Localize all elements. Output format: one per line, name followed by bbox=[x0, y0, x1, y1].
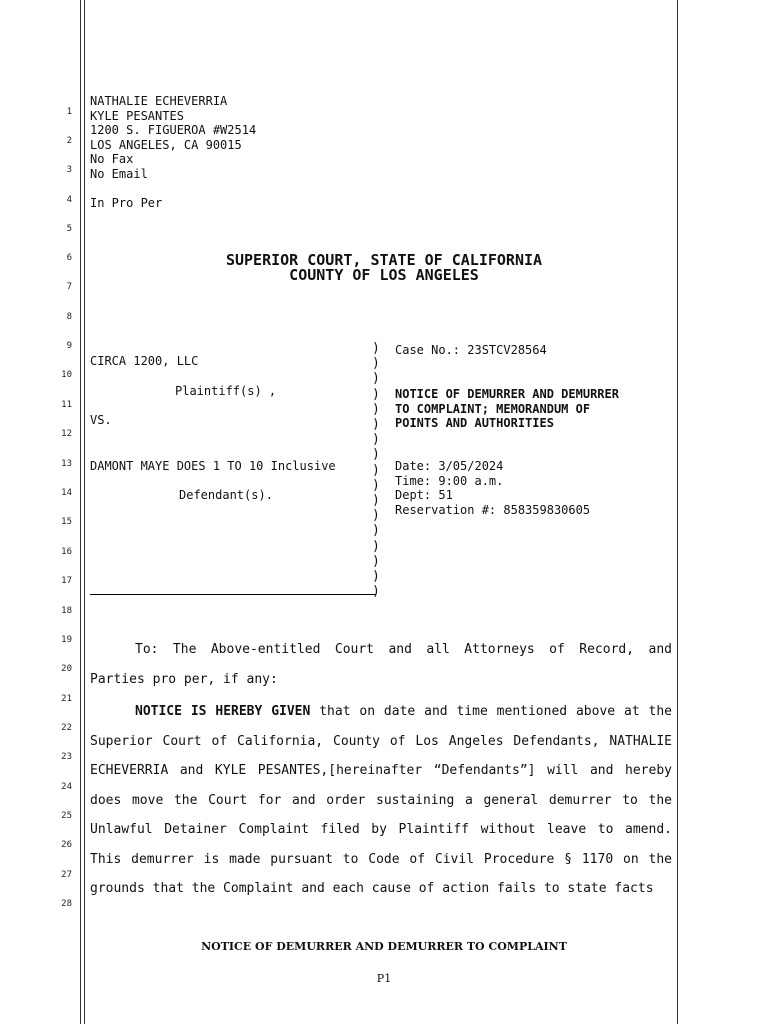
email-line: No Email bbox=[90, 166, 148, 181]
body-paragraph-1 bbox=[90, 635, 672, 694]
line-number: 20 bbox=[61, 664, 72, 674]
defendant-name: DAMONT MAYE DOES 1 TO 10 Inclusive bbox=[90, 459, 336, 473]
versus-label: VS. bbox=[90, 413, 112, 427]
left-margin-rule-outer bbox=[80, 0, 81, 1024]
line-number: 10 bbox=[61, 370, 72, 380]
page-number: P1 bbox=[376, 972, 392, 985]
line-number: 1 bbox=[66, 107, 72, 117]
line-number: 11 bbox=[61, 400, 72, 410]
reservation-number: Reservation #: 858359830605 bbox=[395, 502, 591, 517]
document-title-line: NOTICE OF DEMURRER AND DEMURRER bbox=[395, 387, 619, 401]
line-number: 9 bbox=[66, 341, 72, 351]
line-number: 5 bbox=[66, 224, 72, 234]
address-line: 1200 S. FIGUEROA #W2514 bbox=[90, 123, 257, 137]
body-text: that on date and time mentioned above at the Superior Court of California, County of Los Angeles Defendants, NATHALIE ECHEVERRIA and KYLE PESANTES,[hereinafter “Defendants”] will and hereby does move the Court for and order sustaining a general demurrer to the Unlawful Detainer Complaint filed by Plaintiff without leave to amend. This demurrer is made pursuant to Code of Civil Procedure § 1170 on the grounds that the Complaint and each cause of action fails to state facts bbox=[90, 704, 673, 896]
right-margin-rule bbox=[677, 0, 678, 1024]
footer-title: NOTICE OF DEMURRER AND DEMURRER TO COMPLAINT bbox=[201, 940, 567, 953]
line-number: 19 bbox=[61, 635, 72, 645]
hearing-dept: Dept: 51 bbox=[395, 488, 453, 502]
line-number: 28 bbox=[61, 899, 72, 909]
line-number: 3 bbox=[66, 165, 72, 175]
line-number: 14 bbox=[61, 488, 72, 498]
defendant-role: Defendant(s). bbox=[179, 488, 273, 502]
party-name: NATHALIE ECHEVERRIA bbox=[90, 94, 228, 108]
city-line: LOS ANGELES, CA 90015 bbox=[90, 137, 242, 152]
line-number: 17 bbox=[61, 576, 72, 586]
line-number: 4 bbox=[66, 195, 72, 205]
line-number: 18 bbox=[61, 606, 72, 616]
line-number: 23 bbox=[61, 752, 72, 762]
line-number: 6 bbox=[66, 253, 72, 263]
line-number: 22 bbox=[61, 723, 72, 733]
line-number: 21 bbox=[61, 694, 72, 704]
line-number: 24 bbox=[61, 782, 72, 792]
pro-per-label: In Pro Per bbox=[90, 196, 163, 210]
line-number: 16 bbox=[61, 547, 72, 557]
document-title-line: POINTS AND AUTHORITIES bbox=[395, 416, 554, 430]
line-number: 15 bbox=[61, 517, 72, 527]
body-text: To: The Above-entitled Court and all Attorneys of Record, and Parties pro per, if any: bbox=[90, 642, 672, 687]
court-county: COUNTY OF LOS ANGELES bbox=[289, 265, 479, 284]
plaintiff-name: CIRCA 1200, LLC bbox=[90, 354, 199, 368]
line-number: 13 bbox=[61, 459, 72, 469]
line-number: 25 bbox=[61, 811, 72, 821]
notice-heading: NOTICE IS HEREBY GIVEN bbox=[135, 704, 311, 719]
line-number: 12 bbox=[61, 429, 72, 439]
fax-line: No Fax bbox=[90, 152, 134, 166]
body-paragraph-2 bbox=[90, 697, 672, 904]
plaintiff-role: Plaintiff(s) , bbox=[175, 384, 277, 398]
court-name: SUPERIOR COURT, STATE OF CALIFORNIA bbox=[225, 251, 543, 269]
line-number: 26 bbox=[61, 840, 72, 850]
party-name: KYLE PESANTES bbox=[90, 108, 184, 123]
line-number: 2 bbox=[66, 136, 72, 146]
line-number: 7 bbox=[66, 282, 72, 292]
hearing-time: Time: 9:00 a.m. bbox=[395, 473, 504, 488]
caption-underline bbox=[90, 594, 376, 595]
document-title-line: TO COMPLAINT; MEMORANDUM OF bbox=[395, 401, 591, 416]
caption-parentheses: ) ) ) ) ) ) ) ) ) ) ) ) ) ) ) ) ) bbox=[372, 341, 380, 600]
left-margin-rule-inner bbox=[84, 0, 85, 1024]
line-number: 8 bbox=[66, 312, 72, 322]
case-number: Case No.: 23STCV28564 bbox=[395, 343, 547, 357]
line-number: 27 bbox=[61, 870, 72, 880]
hearing-date: Date: 3/05/2024 bbox=[395, 459, 504, 473]
